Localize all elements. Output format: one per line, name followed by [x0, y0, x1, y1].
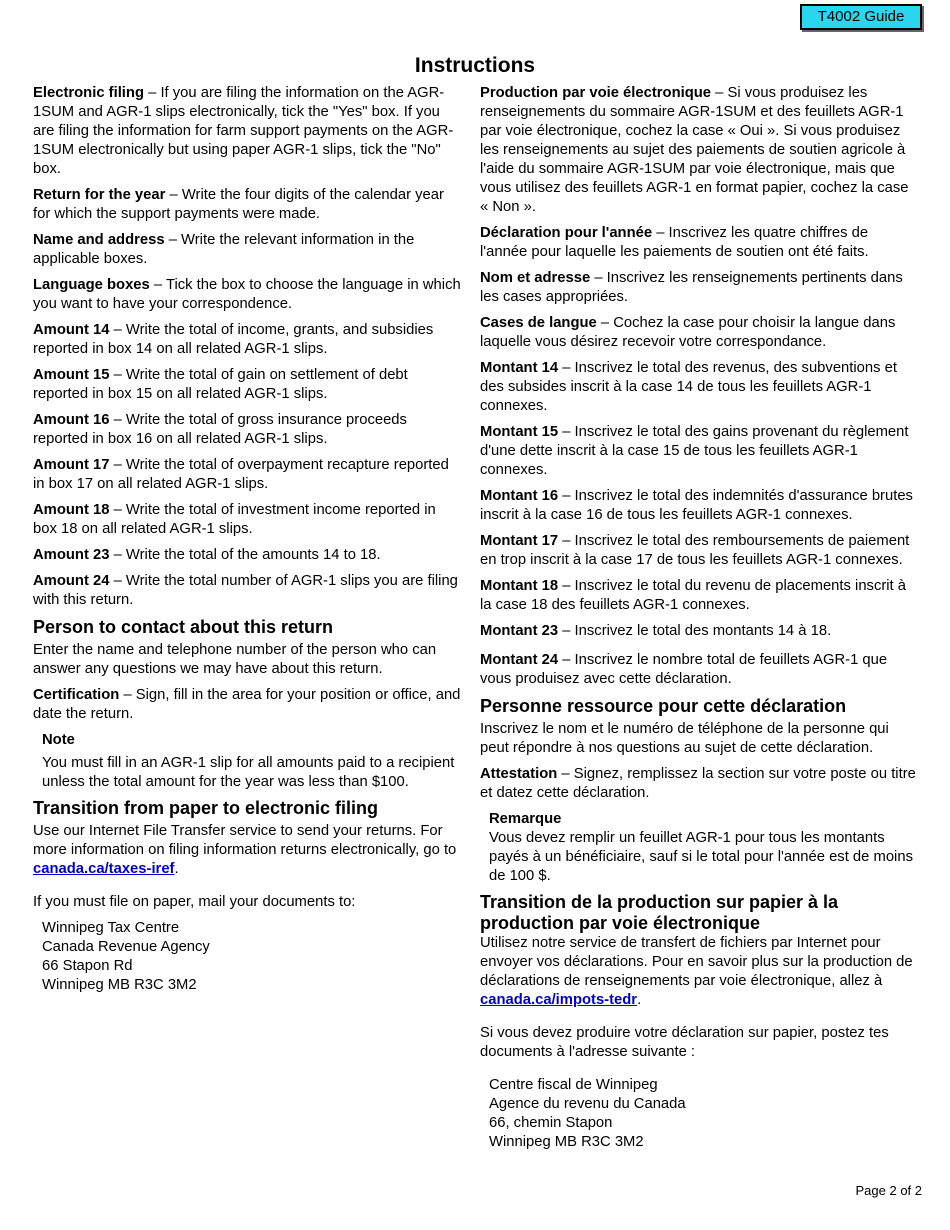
item-text: – Inscrivez le total des indemnités d'assurance brutes inscrit à la case 16 de tous les feuillets AGR-1 connexes.	[480, 488, 913, 523]
item-text: – If you are filing the information on the AGR-1SUM and AGR-1 slips electronically, tick the "Yes" box. If you are filing the information for farm support payments on the AGR-1SUM electronically but using paper AGR-1 slips, tick the "No" box.	[33, 85, 454, 177]
item-text: – Inscrivez le total des montants 14 à 18.	[558, 623, 832, 639]
item-electronic-filing	[33, 84, 463, 179]
item-term: Montant 14	[480, 360, 559, 376]
item-term: Amount 24	[33, 573, 110, 589]
item-text: – Inscrivez le total des remboursements de paiement en trop inscrit à la case 17 de tous les feuillets AGR-1 connexes.	[480, 533, 910, 568]
item-text: – Write the total of gain on settlement of debt reported in box 15 on all related AGR-1 slips.	[33, 367, 408, 402]
page-title: Instructions	[414, 54, 536, 77]
item-term: Déclaration pour l'année	[480, 225, 653, 241]
transition-heading: Transition de la production sur papier à la production par voie électronique	[480, 892, 839, 933]
note-text: You must fill in an AGR-1 slip for all amounts paid to a recipient unless the total amount for the year was less than $100.	[42, 755, 455, 790]
item-term: Amount 18	[33, 502, 110, 518]
item-text: – Write the total of income, grants, and subsidies reported in box 14 on all related AGR-1 slips.	[33, 322, 434, 357]
item-amount-23	[33, 546, 463, 565]
item-term: Montant 24	[480, 652, 559, 668]
item-certification	[33, 686, 463, 724]
address-line: 66, chemin Stapon	[489, 1115, 613, 1131]
note-box	[489, 810, 918, 886]
item-language-boxes	[33, 276, 463, 314]
paper-text: If you must file on paper, mail your documents to:	[33, 894, 356, 910]
item-nom-adresse	[480, 269, 918, 307]
address-line: Centre fiscal de Winnipeg	[489, 1077, 658, 1093]
item-term: Amount 14	[33, 322, 110, 338]
item-text: – Inscrivez le total du revenu de placements inscrit à la case 18 des feuillets AGR-1 connexes.	[480, 578, 907, 613]
item-term: Montant 17	[480, 533, 559, 549]
item-name-address	[33, 231, 463, 269]
transition-body: Utilisez notre service de transfert de fichiers par Internet pour envoyer vos déclarations. Pour en savoir plus sur la production de déclarations de renseignements par voie électronique, allez à	[480, 935, 913, 989]
transition-text	[33, 822, 463, 879]
address-line: Winnipeg Tax Centre	[42, 920, 180, 936]
item-term: Electronic filing	[33, 85, 144, 101]
item-term: Nom et adresse	[480, 270, 591, 286]
item-production-electronique	[480, 84, 918, 217]
contact-heading: Person to contact about this return	[33, 617, 334, 637]
contact-heading: Personne ressource pour cette déclaration	[480, 696, 847, 716]
item-montant-14	[480, 359, 918, 416]
address-line: Winnipeg MB R3C 3M2	[489, 1134, 644, 1150]
tedr-link[interactable]: canada.ca/impots-tedr	[480, 992, 638, 1008]
item-text: – Tick the box to choose the language in which you want to have your correspondence.	[33, 277, 461, 312]
transition-body: Use our Internet File Transfer service to send your returns. For more information on filing information returns electronically, go to	[33, 823, 457, 858]
item-term: Cases de langue	[480, 315, 597, 331]
item-term: Name and address	[33, 232, 165, 248]
item-term: Montant 23	[480, 623, 559, 639]
item-term: Certification	[33, 687, 120, 703]
item-text: – Inscrivez le nombre total de feuillets AGR-1 que vous produisez avec cette déclaration.	[480, 652, 888, 687]
item-amount-24	[33, 572, 463, 610]
note-title: Note	[42, 732, 75, 748]
paper-text: Si vous devez produire votre déclaration sur papier, postez tes documents à l'adresse suivante :	[480, 1025, 889, 1060]
item-montant-15	[480, 423, 918, 480]
item-term: Montant 18	[480, 578, 559, 594]
item-attestation	[480, 765, 918, 803]
mailing-address	[489, 1076, 918, 1152]
contact-text: Inscrivez le nom et le numéro de téléphone de la personne qui peut répondre à nos questions au sujet de cette déclaration.	[480, 721, 889, 756]
transition-text	[480, 934, 918, 1010]
item-text: – Write the total of overpayment recapture reported in box 17 on all related AGR-1 slips.	[33, 457, 449, 492]
page-number: Page 2 of 2	[855, 1183, 922, 1198]
item-montant-23	[480, 622, 918, 641]
transition-end: .	[174, 861, 179, 877]
item-term: Montant 16	[480, 488, 559, 504]
item-text: – Inscrivez le total des gains provenant du règlement d'une dette inscrit à la case 15 de tous les feuillets AGR-1 connexes.	[480, 424, 909, 478]
transition-end: .	[637, 992, 642, 1008]
item-term: Amount 16	[33, 412, 110, 428]
item-term: Production par voie électronique	[480, 85, 712, 101]
item-text: – Inscrivez le total des revenus, des subventions et des subsides inscrit à la case 14 de tous les feuillets AGR-1 connexes.	[480, 360, 897, 414]
item-text: – Write the total of the amounts 14 to 18.	[109, 547, 381, 563]
item-term: Amount 17	[33, 457, 110, 473]
item-term: Amount 15	[33, 367, 110, 383]
item-text: – Inscrivez les renseignements pertinents dans les cases appropriées.	[480, 270, 903, 305]
mailing-address	[42, 919, 463, 995]
item-montant-24	[480, 651, 918, 689]
address-line: 66 Stapon Rd	[42, 958, 133, 974]
item-text: – Write the total number of AGR-1 slips you are filing with this return.	[33, 573, 458, 608]
iref-link[interactable]: canada.ca/taxes-iref	[33, 861, 175, 877]
item-declaration-annee	[480, 224, 918, 262]
address-line: Winnipeg MB R3C 3M2	[42, 977, 197, 993]
item-amount-14	[33, 321, 463, 359]
address-line: Canada Revenue Agency	[42, 939, 210, 955]
transition-heading: Transition from paper to electronic filing	[33, 798, 379, 818]
english-column	[33, 84, 463, 995]
item-montant-17	[480, 532, 918, 570]
item-text: – Sign, fill in the area for your position or office, and date the return.	[33, 687, 461, 722]
item-text: – Write the four digits of the calendar year for which the support payments were made.	[33, 187, 444, 222]
item-return-for-year	[33, 186, 463, 224]
contact-text: Enter the name and telephone number of the person who can answer any questions we may have about this return.	[33, 642, 437, 677]
item-text: – Cochez la case pour choisir la langue dans laquelle vous désirez recevoir votre correspondance.	[480, 315, 896, 350]
note-text: Vous devez remplir un feuillet AGR-1 pour tous les montants payés à un bénéficiaire, sauf si le total pour l'année est de moins de 100 $.	[489, 830, 913, 884]
item-montant-16	[480, 487, 918, 525]
t4002-guide-button[interactable]: T4002 Guide	[800, 4, 922, 30]
item-amount-16	[33, 411, 463, 449]
item-text: – Write the total of gross insurance proceeds reported in box 16 on all related AGR-1 slips.	[33, 412, 407, 447]
item-text: – Write the relevant information in the applicable boxes.	[33, 232, 415, 267]
item-amount-15	[33, 366, 463, 404]
item-term: Attestation	[480, 766, 558, 782]
item-text: – Write the total of investment income reported in box 18 on all related AGR-1 slips.	[33, 502, 436, 537]
note-title: Remarque	[489, 811, 562, 827]
item-term: Montant 15	[480, 424, 559, 440]
item-term: Return for the year	[33, 187, 166, 203]
item-term: Amount 23	[33, 547, 110, 563]
item-montant-18	[480, 577, 918, 615]
item-term: Language boxes	[33, 277, 150, 293]
item-text: – Si vous produisez les renseignements du sommaire AGR-1SUM et des feuillets AGR-1 par voie électronique, cochez la case « Oui ». Si vous produisez les renseignements au sujet des paiements de soutien agricole à l'aide du sommaire AGR-1SUM par voie électronique, mais que vous utilisez des feuillets AGR-1 en format papier, cochez la case « Non ».	[480, 85, 909, 215]
french-column	[480, 84, 918, 1152]
item-amount-17	[33, 456, 463, 494]
address-line: Agence du revenu du Canada	[489, 1096, 686, 1112]
item-cases-langue	[480, 314, 918, 352]
note-box	[42, 731, 463, 792]
item-text: – Inscrivez les quatre chiffres de l'année pour laquelle les paiements de soutien ont été faits.	[480, 225, 869, 260]
item-text: – Signez, remplissez la section sur votre poste ou titre et datez cette déclaration.	[480, 766, 916, 801]
item-amount-18	[33, 501, 463, 539]
